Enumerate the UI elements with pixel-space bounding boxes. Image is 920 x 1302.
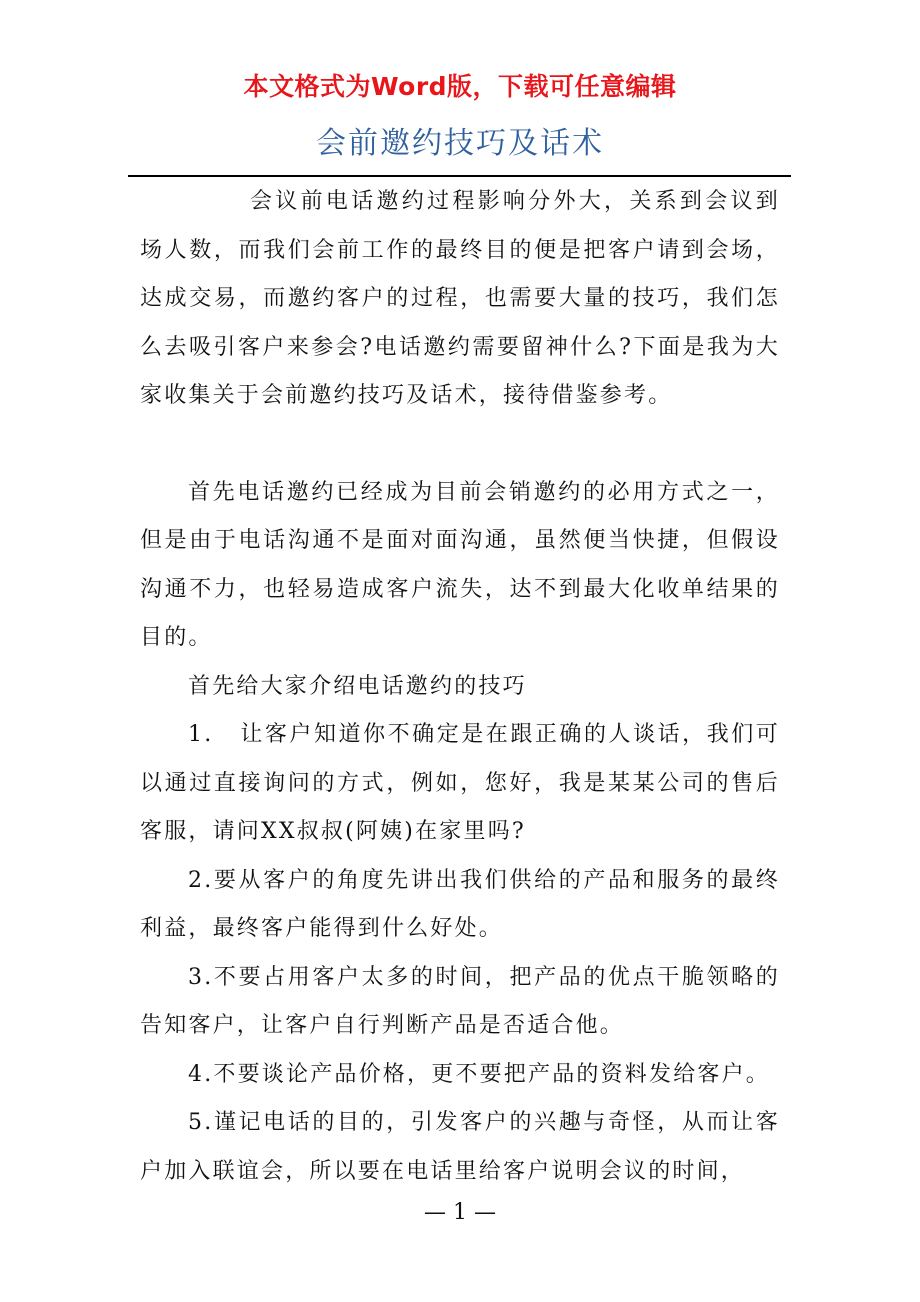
paragraph-spacer [140,421,780,469]
paragraph-phone-invitation: 首先电话邀约已经成为目前会销邀约的必用方式之一，但是由于电话沟通不是面对面沟通，虽然便当快捷，但假设沟通不力，也轻易造成客户流失，达不到最大化收单结果的目的。 [140,479,780,650]
list-item-5: 5.谨记电话的目的，引发客户的兴趣与奇怪，从而让客户加入联谊会，所以要在电话里给客户说明会议的时间， [140,1110,780,1184]
list-item-4: 4.不要谈论产品价格，更不要把产品的资料发给客户。 [188,1061,770,1087]
list-item-1-text: 让客户知道你不确定是在跟正确的人谈话，我们可以通过直接询问的方式，例如，您好，我是某某公司的售后客服，请问XX叔叔(阿姨)在家里吗? [140,722,780,844]
format-notice-banner: 本文格式为Word版，下载可任意编辑 [243,72,677,101]
document-title: 会前邀约技巧及话术 [316,126,604,161]
list-item-3: 3.不要占用客户太多的时间，把产品的优点干脆领略的告知客户，让客户自行判断产品是否适合他。 [140,964,780,1038]
title-divider [128,175,791,177]
list-item-1-number: 1. [188,722,214,747]
paragraph-tips-heading: 首先给大家介绍电话邀约的技巧 [188,673,527,699]
list-item-2: 2.要从客户的角度先讲出我们供给的产品和服务的最终利益，最终客户能得到什么好处。 [140,867,780,941]
list-item-1 [140,711,780,857]
intro-paragraph: 会议前电话邀约过程影响分外大，关系到会议到场人数，而我们会前工作的最终目的便是把客户请到会场，达成交易，而邀约客户的过程，也需要大量的技巧，我们怎么去吸引客户来参会?电话邀约需要留神什么?下面是我为大家收集关于会前邀约技巧及话术，接待借鉴参考。 [140,189,780,408]
page-number: — 1 — [424,1200,496,1225]
document-body [140,178,780,1196]
